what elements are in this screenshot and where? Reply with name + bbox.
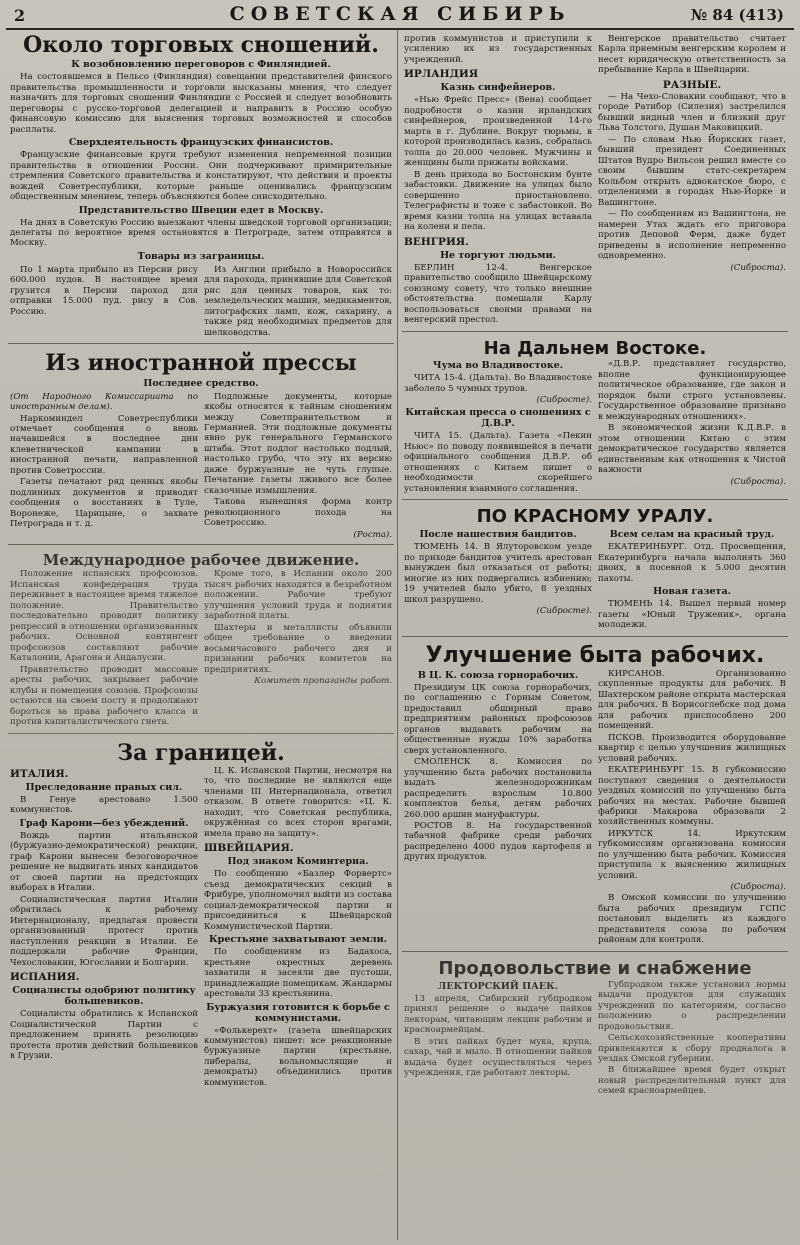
paragraph: По 1 марта прибыло из Персии рису 600.000 пудов. В настоящее время грузится в Персии пароход для отправки 15.000 пуд. рису в Сов. Россию. bbox=[10, 264, 198, 317]
issue-number: № 84 (413) bbox=[690, 6, 784, 24]
article-far-east bbox=[402, 336, 788, 501]
subhead: Крестьяне захватывают земли. bbox=[209, 934, 387, 946]
paragraph: — На Чехо-Словакии сообщают, что в городе Ратибор (Силезия) застрелился бывший видный член и близкий друг Льва Толстого, Душан Маковицкий. bbox=[598, 91, 786, 134]
paragraph: Подложные документы, которые якобы относятся к тайным сношениям между Советправительством и Германией. Эти подложные документы явно рук генерального Германского штаба. Этот подлог настолько подлый, настолько грубо, что эту их версию даже буржуазные не чуть глупые. Печатание газеты лживого все более сказочные измышления. bbox=[204, 391, 392, 496]
subhead: Социалисты одобряют политику большевиков. bbox=[12, 985, 196, 1008]
paragraph: Из Англии прибыло в Новороссийск для парохода, принявшие для Советской рис для ценных товаров, как то: земледельческих машин, медикаментов, литографских ламп, кож, сахарину, а также ряд необходимых предметов для шелководства. bbox=[204, 264, 392, 338]
paragraph: Французские финансовые круги требуют изменения непременной позиции правительства в отношении России. Они подчеркивают примирительные стремления Советского правительства и констатируют, что действия и проекты вождей Советреспублики, которые раньше оценивались французским общественным мнением, теперь объясняются более снисходительно. bbox=[10, 150, 392, 203]
byline: Комитет пропаганды работ. bbox=[254, 676, 392, 687]
paragraph: В день прихода во Бостонским бунте забастовки. Движение на улицах было совершенно приостановлено. Телеграфисты и тоже с забастовкой. Во время казни толпа на улицах вставала на колени и пела. bbox=[404, 169, 592, 233]
subhead: После нашествия бандитов. bbox=[419, 529, 577, 541]
subhead: Представительство Швеции едет в Москву. bbox=[78, 204, 324, 216]
paragraph: «Нью Фрейс Пресс» (Вена) сообщает подробности о казни ирландских синфейнеров, произведенной 14-го марта в г. Дублине. Вокруг тюрьмы, в которой производилась казнь, собралась толпа до 20.000 человек. Мужчины и женщины были прижаты войсками. bbox=[404, 95, 592, 169]
subhead: Чума во Владивостоке. bbox=[432, 360, 564, 372]
subhead: Не торгуют людьми. bbox=[440, 249, 556, 261]
subhead: Товары из заграницы. bbox=[137, 250, 265, 262]
byline: (Роста). bbox=[353, 529, 392, 540]
paragraph: В этих пайках будет мука, крупа, сахар, чай и мыло. В отношении пайков выдача будет осуществляться через учреждения, где работают лекторы. bbox=[404, 1036, 592, 1078]
newspaper-title: СОВЕТСКАЯ СИБИРЬ bbox=[229, 3, 571, 25]
article-foreign-press bbox=[8, 348, 394, 544]
headline-foreign-press: Из иностранной прессы bbox=[45, 350, 357, 377]
paragraph: По сообщению «Базлер Форвертс» съезд демократических секций в Фрибуре, уполномочил выйти из состава социал-демократической партии и присоединиться к Швейцарской Коммунистической Партии. bbox=[204, 869, 392, 932]
page-number: 2 bbox=[14, 6, 26, 25]
column-divider bbox=[397, 30, 398, 1240]
paragraph: Ц. К. Испанской Партии, несмотря на то, что последние не являются еще членами III Интернационала, ответил отказом. В ответе говорится: «Ц. К. находит, что Советская республика, окружённая со всех сторон врагами, имела право на защиту». bbox=[204, 765, 392, 839]
country-heading: ИСПАНИЯ. bbox=[10, 971, 80, 984]
paragraph: — По словам Нью Йоркских газет, бывший президент Соединенных Штатов Вудро Вильсон решил вместе со своим бывшим статс-секретарем Кольбом открыть адвокатское бюро, с отделениями в городах Нью-Йорке и Вашингтоне. bbox=[598, 134, 786, 208]
paragraph: ТЮМЕНЬ 14. В Ялуторовском уезде по приходе бандитов учитель арестован вынужден был отказаться от работы; многие из них подвергались избиению; 19 учителей было убито, 8 уездных школ разрушено. bbox=[404, 542, 592, 605]
paragraph: ЧИТА 15. (Дальта). Газета «Пекин Ньюс» по поводу появившейся в печати официального сообщения Д.В.Р. об отношениях с Китаем пишет о необходимости скорейшего установления взаимного соглашения. bbox=[404, 431, 592, 494]
byline: (Сиброста). bbox=[730, 476, 786, 487]
paragraph: ТЮМЕНЬ 14. Вышел первый номер газеты «Юный Труженик», органа молодежи. bbox=[598, 599, 786, 631]
article-labor-movement bbox=[8, 549, 394, 734]
byline: (Сиброста). bbox=[730, 262, 786, 273]
paragraph: Вождь партии итальянской (буржуазно-демократической) реакции, граф Карони вынесен безоговорочное решение не выдвигать иных кандидатов от своей партии на предстоящих выборах в Италии. bbox=[10, 830, 198, 894]
paragraph: 13 апреля, Сибирский губпродком принял решение о выдаче пайков лекторам, читающим лекции рабочим и красноармейцам. bbox=[404, 993, 592, 1036]
paragraph: Кроме того, в Испании около 200 тысяч рабочих находятся в безработном положении. Рабочие требуют улучшения условий труда и поднятия заработной платы. bbox=[204, 569, 392, 622]
masthead bbox=[6, 0, 794, 30]
subhead: Последнее средство. bbox=[143, 377, 259, 389]
lead: (От Народного Комиссариата по иностранным делам). bbox=[10, 391, 198, 413]
paragraph: В ближайшее время будет открыт новый распределительный пункт для семей красноармейцев. bbox=[598, 1065, 786, 1097]
left-column bbox=[8, 30, 394, 1097]
paragraph: «Д.В.Р. представляет государство, вполне функционирующее политическое образование, где закон и порядок были строго установлены. Государственное образование признано в международных отношениях». bbox=[598, 359, 786, 422]
paragraph: РОСТОВ 8. На государственной табачной фабрике среди рабочих распределено 4000 пудов картофеля и других продуктов. bbox=[404, 821, 592, 863]
subhead: Китайская пресса о сношениях с Д.В.Р. bbox=[405, 407, 591, 430]
country-heading: ВЕНГРИЯ. bbox=[404, 235, 469, 248]
headline-labor: Международное рабочее движение. bbox=[42, 550, 360, 569]
headline-abroad: За границей. bbox=[117, 739, 285, 766]
paragraph: Сельскохозяйственные кооперативы привлекаются к сбору продналога в уездах Омской губернии. bbox=[598, 1033, 786, 1064]
paragraph: В Генуе арестовано 1.500 коммунистов. bbox=[10, 794, 198, 816]
right-column bbox=[402, 30, 788, 1106]
paragraph: Социалисты обратились к Испанской Социалистической Партии с предложением принять резолюцию протеста против действий большевиков в Грузии. bbox=[10, 1009, 198, 1061]
article-misc-foreign bbox=[402, 30, 788, 332]
paragraph: Губпродком также установил нормы выдачи продуктов для служащих учреждений по категориям, согласно положению о распределении продовольствия. bbox=[598, 979, 786, 1032]
paragraph: ЧИТА 15-4. (Дальта). Во Владивостоке заболело 5 чумных трупов. bbox=[404, 373, 592, 394]
country-heading: ИТАЛИЯ. bbox=[10, 767, 69, 780]
article-workers-life bbox=[402, 641, 788, 952]
paragraph: В экономической жизни К.Д.В.Р. в этом отношении Китаю с этим демократическое государство является единственным как отношения к Чистой важности bbox=[598, 423, 786, 476]
paragraph: Правительство проводит массовые аресты рабочих, закрывает рабочие клубы и помещения союзов. Профсоюзы остаются на своем посту и продолжают бороться за права рабочего класса и против капиталистического гнета. bbox=[10, 664, 198, 728]
paragraph: Президиум ЦК союза горнорабочих, по соглашению с Горным Советом, предоставил обширный право предприятиям районных профсоюзов органов выдавать рабочим на общественные нужды 10% заработка сверх установленного. bbox=[404, 682, 592, 756]
subhead: Всем селам на красный труд. bbox=[609, 529, 775, 541]
section-heading: РАЗНЫЕ. bbox=[662, 78, 722, 91]
paragraph: против коммунистов и приступили к усилению их из государственных учреждений. bbox=[404, 34, 592, 65]
byline: (Сибросте). bbox=[536, 395, 592, 406]
subhead: ЛЕКТОРСКИЙ ПАЕК. bbox=[437, 980, 559, 992]
headline-far-east: На Дальнем Востоке. bbox=[483, 337, 707, 359]
headline-food-supply: Продовольствие и снабжение bbox=[438, 957, 752, 979]
paragraph: ЕКАТЕРИНБУРГ 15. В губкомиссию поступают сведения о деятельности уездных комиссий по улучшению быта рабочих на местах. Рабочие бывшей фабрики Макарова образовали 2 хозяйственных коммуны. bbox=[598, 765, 786, 828]
paragraph: «Фолькерехт» (газета швейцарских коммунистов) пишет: все реакционные буржуазные партии (крестьяне, либералы, вольномыслящие и демократы) объединились против коммунистов. bbox=[204, 1025, 392, 1088]
headline-trade: Около торговых сношений. bbox=[23, 32, 379, 58]
article-food-supply bbox=[402, 956, 788, 1102]
subhead: Новая газета. bbox=[653, 586, 731, 598]
subhead: Преследование правых сил. bbox=[25, 781, 183, 793]
paragraph: ИРКУТСК 14. Иркутским губкомиссиям организована комиссия по улучшению быта рабочих. Комиссия приступила к выяснению жилищных условий. bbox=[598, 828, 786, 881]
headline-red-ural: ПО КРАСНОМУ УРАЛУ. bbox=[476, 506, 714, 528]
paragraph: Венгерское правительство считает Карла приемным венгерским королем и несет юридическую ответственность за пребывание Карла в Швейцарии. bbox=[598, 34, 786, 76]
subhead: Под знаком Коминтерна. bbox=[227, 856, 369, 868]
paragraph: СМОЛЕНСК 8. Комиссия по улучшению быта рабочих постановила выдать железнодорожникам распределить взрослым 10.800 комплектов белья, детям рабочих 260.000 аршин мануфактуры. bbox=[404, 757, 592, 820]
subhead: Сверхдеятельность французских финансистов. bbox=[68, 137, 334, 149]
paragraph: В Омской комиссии по улучшению быта рабочих президиум ГСПС постановил выделить из каждого представителя союза по рабочим районам для контроля. bbox=[598, 893, 786, 946]
paragraph: Социалистическая партия Италии обратилась к рабочему Интернационалу, предлагая провести организованный протест против наступления реакции в Италии. Ее поддержали рабочие Франции, Чехословакии, Югославии и Болгарии. bbox=[10, 894, 198, 968]
paragraph: ПСКОВ. Производится оборудование квартир с целью улучшения жилищных условий рабочих. bbox=[598, 732, 786, 764]
subhead: Буржуазия готовится к борьбе с коммунистами. bbox=[206, 1001, 390, 1024]
byline: (Сибросте). bbox=[536, 606, 592, 617]
article-red-ural bbox=[402, 504, 788, 636]
subhead: К возобновлению переговоров с Финляндией. bbox=[71, 59, 331, 71]
paragraph: Такова нынешняя форма контр революционного похода на Советроссию. bbox=[204, 497, 392, 529]
paragraph: Шахтеры и металлисты объявили общее требование о введении восьмичасового рабочего дня и признании рабочих комитетов на предприятиях. bbox=[204, 622, 392, 675]
paragraph: Положение испанских профсоюзов. Испанская конфедерация труда переживает в настоящее время тяжелое положение. Правительство последовательно проводит политику репрессий в отношении организованных рабочих. Основной контингент профсоюзов составляют рабочие Каталонии, Арагона и Андалусии. bbox=[10, 569, 198, 664]
subhead: Граф Карони—без убеждений. bbox=[19, 817, 189, 829]
article-trade bbox=[8, 30, 394, 344]
subhead: Казнь синфейнеров. bbox=[440, 82, 556, 94]
country-heading: ИРЛАНДИЯ bbox=[404, 68, 479, 81]
paragraph: БЕРЛИН 12-4. Венгерское правительство сообщило Швейцарскому союзному совету, что только внешние обстоятельства помешали Карлу воспользоваться своими правами на венгерский престол. bbox=[404, 262, 592, 326]
paragraph: Наркоминдел Советреспублики отмечает сообщения о вновь начавшейся в последнее дни клеветнической кампании в иностранной печати, направленной против Советроссии. bbox=[10, 413, 198, 476]
byline: (Сиброста). bbox=[730, 882, 786, 893]
paragraph: Газеты печатают ряд ценных якобы подлинных документов и приводят сообщения о восстаниях в Туле, Воронеже, Царицыне, о захвате Петрограда и т. д. bbox=[10, 477, 198, 530]
article-abroad bbox=[8, 738, 394, 1094]
subhead: В Ц. К. союза горнорабочих. bbox=[417, 669, 579, 681]
paragraph: ЕКАТЕРИНБУРГ. Отд. Просвещения, Екатеринбурга начала выполнять 360 двоих, в посевной к 5.000 десятин пахоты. bbox=[598, 542, 786, 584]
paragraph: На состоявшемся в Пельсо (Финляндия) совещании представителей финского правительства промышленности и торговли высказаны мнения, что следует назначить для торговых сношений Финляндии с Россией и следует возобновить переговоры с русско-торговой делегацией и направить в Россию особую финансовую комиссию для выяснения торговых возможностей и способов расплаты. bbox=[10, 72, 392, 135]
headline-workers-life: Улучшение быта рабочих. bbox=[425, 642, 765, 668]
paragraph: — По сообщениям из Вашингтона, не намерен Утах ждать его приговора против Деповой Ферм, даже будет приведены в исполнение непременно одновременно. bbox=[598, 209, 786, 262]
paragraph: На днях в Советскую Россию выезжают члены шведской торговой организации; делегаты по вероятное время остановятся в Петрограде, затем отправятся в Москву. bbox=[10, 217, 392, 249]
paragraph: КИРСАНОВ. Организованно скупленные продукты для рабочих. В Шахтерском районе открыта мастерская для рабочих. В Борисоглебске под дома для рабочих приспособлено 200 помещений. bbox=[598, 668, 786, 732]
paragraph: По сообщениям из Бадахоса, крестьяне окрестных деревень захватили и засеяли две пустоши, принадлежащие помещикам. Жандармы арестовали 33 крестьянина. bbox=[204, 947, 392, 1000]
country-heading: ШВЕЙЦАРИЯ. bbox=[204, 842, 294, 855]
